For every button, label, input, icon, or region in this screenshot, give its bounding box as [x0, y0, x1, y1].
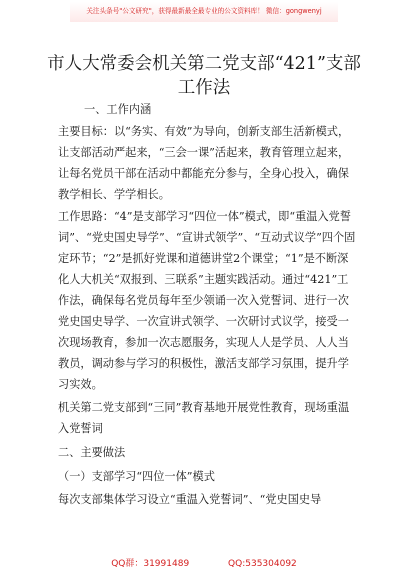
paragraph-visit: 机关第二党支部到“三同”教育基地开展党性教育，现场重温入党誓词 — [58, 401, 350, 435]
banner-text: 关注头条号"公文研究"，获得最新最全最专业的公文资料库！ 微信：gongwenyj — [86, 7, 322, 15]
section-heading-1: 一、工作内涵 — [84, 103, 152, 116]
title-line-1: 市人大常委会机关第二党支部“421”支部 — [47, 54, 361, 74]
footer-qq-group: QQ群：31991489 — [111, 559, 190, 569]
document-title — [40, 52, 368, 100]
subsection-heading-1: （一）支部学习“四位一体”模式 — [58, 470, 215, 483]
footer-contact — [0, 556, 408, 569]
footer-qq-number: QQ:535304092 — [228, 559, 297, 569]
title-line-2: 工作法 — [177, 78, 231, 98]
paragraph-study-format: 每次支部集体学习设立“重温入党誓词”、“党史国史导 — [58, 493, 322, 506]
section-heading-2: 二、主要做法 — [58, 446, 126, 459]
paragraph-approach: 工作思路：“4”是支部学习“四位一体”模式，即“重温入党誓词”、“党史国史导学”、“宣讲式领学”、“互动式议学”四个固定环节；“2”是抓好党课和道德讲堂2个课堂；“1”是不断深化人大机关“双报到、三联系”主题实践活动。通过“421”工作法，确保每名党员每年至少领诵一次入党誓词、进行一次党史国史导学、一次宣讲式领学、一次研讨式议学，接受一次现场教育，参加一次志愿服务，实现人人是学员、人人当教员，调动参与学习的积极性，激活支部学习氛围，提升学习实效。 — [58, 210, 356, 391]
paragraph-goal: 主要目标：以“务实、有效”为导向，创新支部生活新模式，让支部活动严起来，“三会一课”活起来，教育管理立起来，让每名党员干部在活动中都能充分参与，全身心投入，确保教学相长、学学相长。 — [58, 125, 350, 201]
header-banner — [0, 0, 408, 24]
